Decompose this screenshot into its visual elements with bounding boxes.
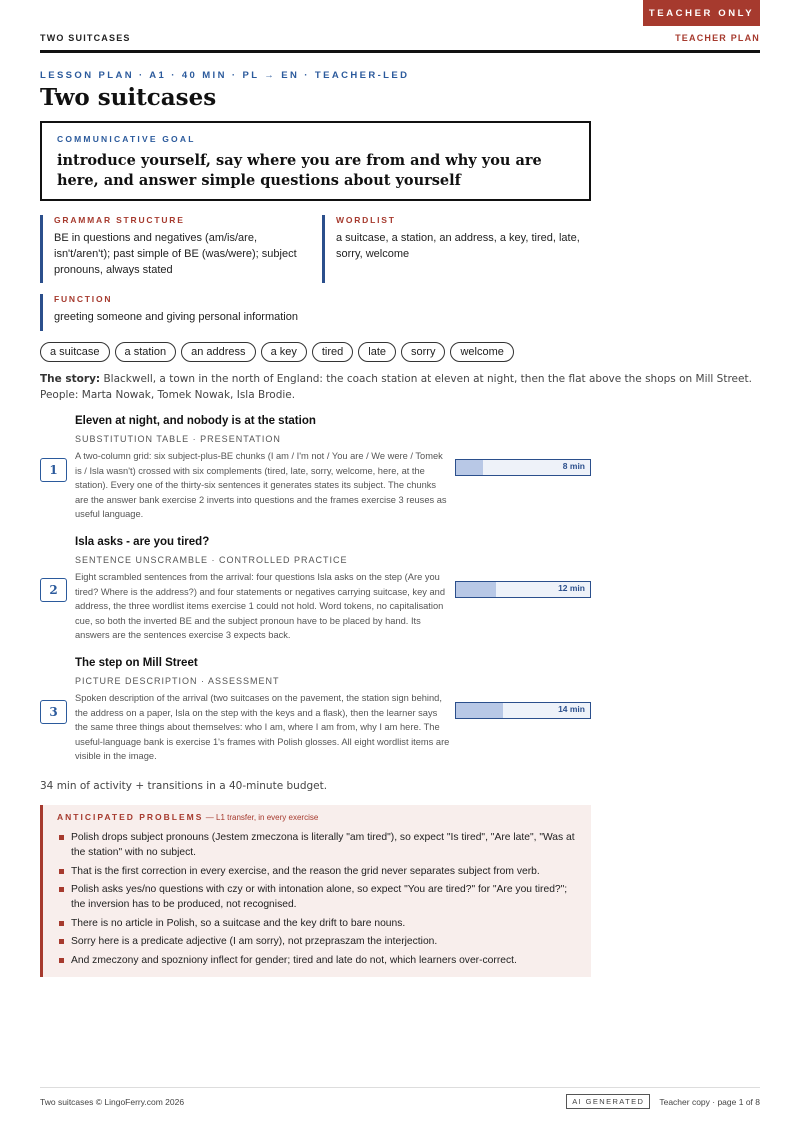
- exercise-body: [75, 415, 450, 522]
- communicative-goal-box: [40, 121, 591, 201]
- problem-item: [57, 882, 577, 912]
- square-bullet-icon: [59, 887, 64, 892]
- problem-text: There is no article in Polish, so a suitcase and the key drift to bare nouns.: [71, 917, 406, 929]
- word-chip: a suitcase: [40, 342, 110, 362]
- function-text: greeting someone and giving personal information: [54, 311, 298, 323]
- function-block: [40, 294, 320, 331]
- problems-label: ANTICIPATED PROBLEMS: [57, 812, 204, 822]
- exercise-body: [75, 657, 450, 764]
- exercise-2: [40, 536, 760, 646]
- problem-item: [57, 953, 577, 968]
- footer-copyright: Two suitcases © LingoFerry.com 2026: [40, 1097, 185, 1107]
- exercise-number: 3: [40, 700, 67, 724]
- word-chip: welcome: [450, 342, 513, 362]
- grammar-structure-block: [40, 215, 310, 283]
- square-bullet-icon: [59, 939, 64, 944]
- exercise-title: Isla asks - are you tired?: [75, 536, 210, 548]
- exercise-type: SENTENCE UNSCRAMBLE · CONTROLLED PRACTICE: [75, 555, 348, 565]
- grammar-label: GRAMMAR STRUCTURE: [54, 215, 185, 225]
- exercise-number: 2: [40, 578, 67, 602]
- time-budget-note: 34 min of activity + transitions in a 40-minute budget.: [40, 780, 328, 792]
- problems-sublabel: — L1 transfer, in every exercise: [205, 813, 319, 822]
- problem-text: Sorry here is a predicate adjective (I am sorry), not przepraszam the interjection.: [71, 936, 438, 947]
- page-indicator: Teacher copy · page 1 of 8: [659, 1096, 760, 1107]
- goal-label: COMMUNICATIVE GOAL: [57, 134, 196, 144]
- teacher-only-badge: TEACHER ONLY: [643, 0, 760, 26]
- problem-text: That is the first correction in every exercise, and the reason the grid never separates subject from verb.: [71, 865, 540, 877]
- exercise-type: SUBSTITUTION TABLE · PRESENTATION: [75, 434, 281, 444]
- word-chip: late: [358, 342, 396, 362]
- time-bar: [455, 581, 591, 598]
- exercise-title: Eleven at night, and nobody is at the station: [75, 415, 316, 427]
- problem-item: [57, 916, 577, 931]
- problem-item: [57, 864, 577, 879]
- exercise-1: [40, 415, 760, 525]
- problem-item: [57, 934, 577, 949]
- problems-heading: [57, 812, 577, 822]
- time-label: 12 min: [558, 583, 585, 593]
- problem-text: And zmeczony and spozniony inflect for gender; tired and late do not, which learners over-correct.: [71, 954, 517, 966]
- square-bullet-icon: [59, 958, 64, 963]
- running-header: [40, 33, 760, 43]
- lesson-kicker: LESSON PLAN · A1 · 40 MIN · PL → EN · TEACHER-LED: [40, 70, 410, 81]
- exercise-number: 1: [40, 458, 67, 482]
- word-chip: a station: [115, 342, 177, 362]
- word-chip: sorry: [401, 342, 445, 362]
- story-paragraph: [40, 371, 760, 403]
- problem-text: Polish drops subject pronouns (Jestem zmeczona is literally "am tired"), so expect "Is tired", "Are late", "Was at the station" with no subject.: [71, 832, 575, 858]
- plan-type-tag: TEACHER PLAN: [675, 33, 760, 43]
- time-bar: [455, 702, 591, 719]
- wordlist-label: WORDLIST: [336, 215, 396, 225]
- word-chip: tired: [312, 342, 353, 362]
- anticipated-problems-box: [40, 805, 591, 977]
- exercise-body: [75, 536, 450, 643]
- time-label: 8 min: [562, 461, 585, 471]
- exercise-3: [40, 657, 760, 767]
- time-bar-fill: [456, 703, 503, 718]
- grammar-text: BE in questions and negatives (am/is/are, isn't/aren't); past simple of BE (was/were); subject pronouns, always stated: [54, 232, 297, 276]
- time-bar: [455, 459, 591, 476]
- word-chip: an address: [181, 342, 255, 362]
- exercise-title: The step on Mill Street: [75, 657, 198, 669]
- story-text: Blackwell, a town in the north of England: the coach station at eleven at night, then the flat above the shops on Mill Street. People: Marta Nowak, Tomek Nowak, Isla Brodie.: [40, 373, 752, 401]
- page-title: Two suitcases: [40, 84, 217, 111]
- wordlist-text: a suitcase, a station, an address, a key, tired, late, sorry, welcome: [336, 232, 580, 260]
- ai-generated-badge: AI GENERATED: [566, 1094, 650, 1109]
- problem-text: Polish asks yes/no questions with czy or with intonation alone, so expect "You are tired?" for "Are you tired?"; the inversion has to be produced, not recognised.: [71, 884, 568, 910]
- exercise-description: Eight scrambled sentences from the arrival: four questions Isla asks on the step (Are you tired? Where is the address?) and four statements or negatives carrying suitcase, key and address, the three wordlist items exercise 1 could not hold. Word tokens, no capitalisation cue, so both the inverted BE and the subject pronoun have to be placed by hand. Its answers are the sentences exercise 3 expects back.: [75, 572, 445, 640]
- time-label: 14 min: [558, 704, 585, 714]
- square-bullet-icon: [59, 921, 64, 926]
- square-bullet-icon: [59, 869, 64, 874]
- exercise-description: Spoken description of the arrival (two suitcases on the pavement, the station sign behind, the address on a paper, Isla on the step with the keys and a flask), then the learner says the same three things about themselves: who I am, where I am from, why I am here. The useful-language bank is exercise 1's frames with Polish glosses. All eight wordlist items are visible in the image.: [75, 693, 450, 761]
- problems-list: [57, 830, 577, 968]
- document-name: TWO SUITCASES: [40, 33, 131, 43]
- header-rule: [40, 50, 760, 53]
- time-bar-fill: [456, 582, 496, 597]
- goal-text: introduce yourself, say where you are from and why you are here, and answer simple questions about yourself: [57, 152, 542, 189]
- function-label: FUNCTION: [54, 294, 113, 304]
- problem-item: [57, 830, 577, 860]
- footer-right: [566, 1094, 760, 1109]
- word-chip: a key: [261, 342, 307, 362]
- wordlist-chips: [40, 342, 514, 362]
- story-label: The story:: [40, 373, 101, 385]
- wordlist-block: [322, 215, 592, 283]
- exercise-description: A two-column grid: six subject-plus-BE chunks (I am / I'm not / You are / We were / Tomek is / Isla wasn't) crossed with six complements (tired, late, sorry, welcome, here, at the station). Every one of the thirty-six sentences it generates states its subject. The chunks are the answer bank exercise 2 inverts into questions and the frames exercise 3 reuses as useful language.: [75, 451, 447, 519]
- time-bar-fill: [456, 460, 483, 475]
- footer-rule: [40, 1087, 760, 1088]
- square-bullet-icon: [59, 835, 64, 840]
- exercise-type: PICTURE DESCRIPTION · ASSESSMENT: [75, 676, 280, 686]
